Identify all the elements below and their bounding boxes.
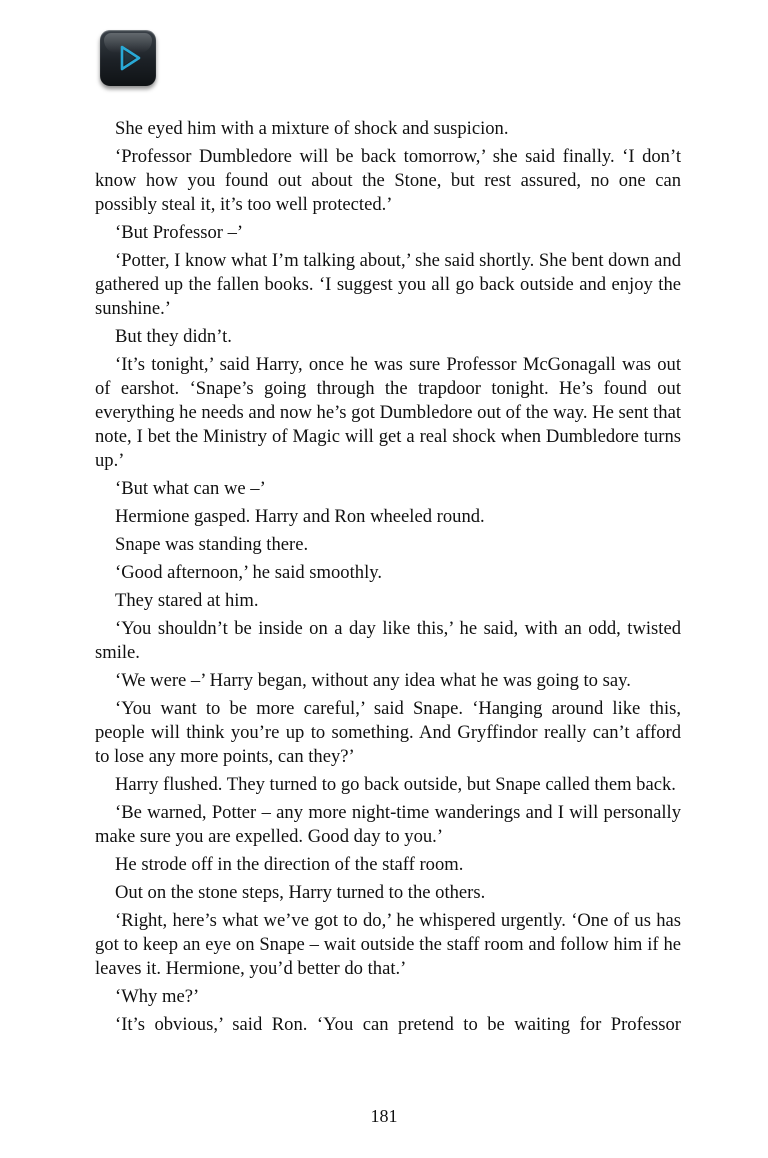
paragraph: ‘But Professor –’ — [115, 222, 244, 243]
paragraph: ‘You want to be more careful,’ said Snape. ‘Hanging around like this, people will think you’re up to something. And Gryffindor really can’t afford to lose any more points, can they?’ — [95, 698, 681, 767]
paragraph: Hermione gasped. Harry and Ron wheeled round. — [115, 506, 485, 527]
play-button[interactable] — [100, 30, 156, 86]
paragraph: ‘Potter, I know what I’m talking about,’ she said shortly. She bent down and gathered up the fallen books. ‘I suggest you all go back outside and enjoy the sunshine.’ — [95, 250, 681, 319]
paragraph: ‘But what can we –’ — [115, 478, 266, 499]
paragraph: ‘It’s tonight,’ said Harry, once he was sure Professor McGonagall was out of earshot. ‘Snape’s going through the trapdoor tonight. He’s found out everything he needs and now he’s got Dumbledore out of the way. He sent that note, I bet the Ministry of Magic will get a real shock when Dumbledore turns up.’ — [95, 354, 681, 471]
paragraph: She eyed him with a mixture of shock and suspicion. — [115, 118, 509, 139]
paragraph: ‘Why me?’ — [115, 986, 200, 1007]
paragraph: Snape was standing there. — [115, 534, 309, 555]
paragraph: ‘Good afternoon,’ he said smoothly. — [115, 562, 382, 583]
page-number: 181 — [370, 1106, 398, 1126]
paragraph: ‘You shouldn’t be inside on a day like this,’ he said, with an odd, twisted smile. — [95, 618, 681, 663]
paragraph: Out on the stone steps, Harry turned to the others. — [115, 882, 486, 903]
paragraph: They stared at him. — [115, 590, 259, 611]
paragraph: ‘Right, here’s what we’ve got to do,’ he whispered urgently. ‘One of us has got to keep an eye on Snape – wait outside the staff room and follow him if he leaves it. Hermione, you’d better do that.’ — [95, 910, 681, 979]
paragraph: ‘We were –’ Harry began, without any idea what he was going to say. — [115, 670, 631, 691]
paragraph: He strode off in the direction of the staff room. — [115, 854, 464, 875]
paragraph: But they didn’t. — [115, 326, 232, 347]
play-triangle-icon — [113, 42, 145, 74]
book-page-text — [95, 117, 681, 1041]
paragraph: ‘Professor Dumbledore will be back tomorrow,’ she said finally. ‘I don’t know how you found out about the Stone, but rest assured, no one can possibly steal it, it’s too well protected.’ — [95, 146, 681, 215]
paragraph: Harry flushed. They turned to go back outside, but Snape called them back. — [115, 774, 676, 795]
paragraph: ‘It’s obvious,’ said Ron. ‘You can pretend to be waiting for Professor — [115, 1014, 681, 1035]
paragraph: ‘Be warned, Potter – any more night-time wanderings and I will personally make sure you are expelled. Good day to you.’ — [95, 802, 681, 847]
